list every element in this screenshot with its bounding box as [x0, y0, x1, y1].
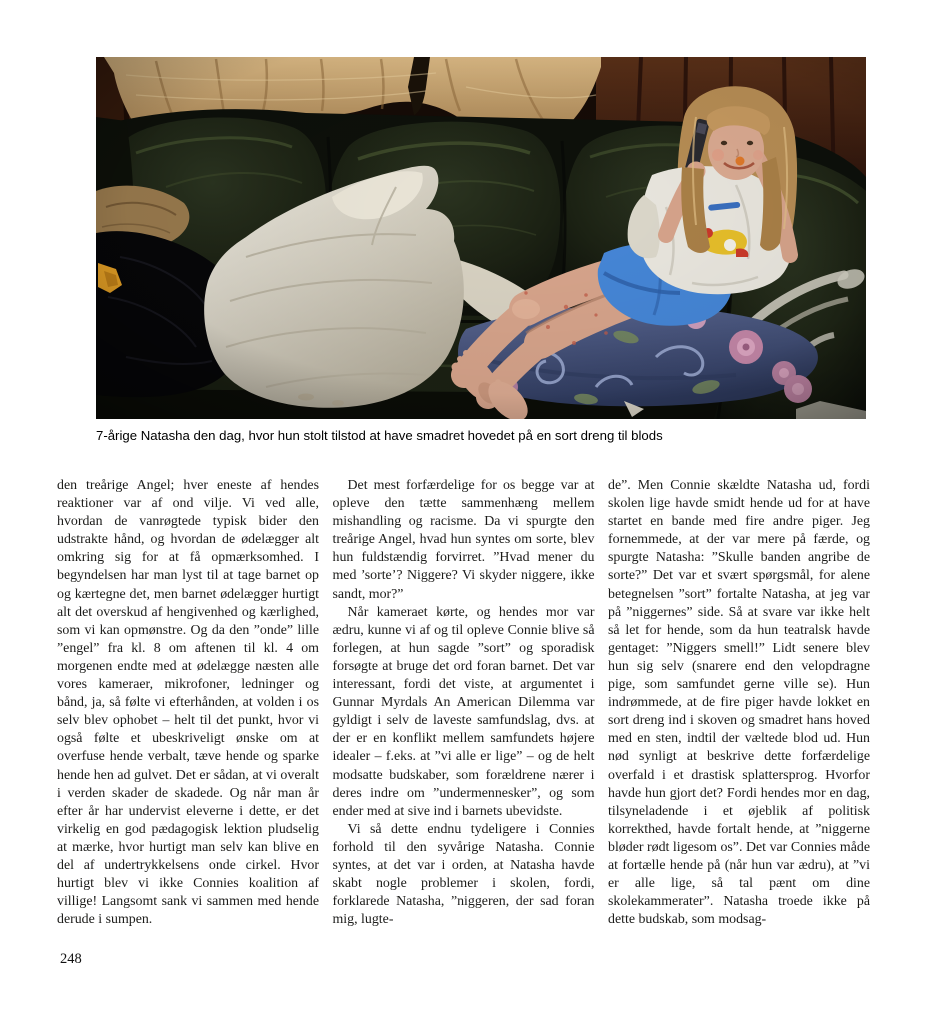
text-column-2 [333, 477, 595, 935]
body-paragraph: Vi så dette endnu tydeligere i Connies forhold til den syvårige Natasha. Connie syntes, at det var i orden, at Natasha havde skabt nogle problemer i skolen, fordi, forklarede Natasha, ”niggeren, der sad foran mig, lugte- [332, 821, 595, 928]
photo-caption: 7-årige Natasha den dag, hvor hun stolt tilstod at have smadret hovedet på en sort dreng til blods [96, 428, 663, 443]
body-paragraph: Når kameraet kørte, og hendes mor var ædru, kunne vi af og til opleve Connie blive så forlegen, at hun sagde ”sort” og sporadisk forsøgte at bruge det ord foran barnet. Det var interessant, fordi det viste, at argumentet i Gunnar Myrdals An American Dilemma var gyldigt i selv de laveste samfundslag, dvs. at der er en konflikt mellem samfundets højere idealer – f.eks. at ”vi alle er lige” – og de helt modsatte budskaber, som forældrene nærer i deres indre om ”undermennesker”, og som ender med at sive ind i barnets ubevidste. [332, 604, 595, 819]
text-column-3 [608, 477, 870, 935]
photo-illustration [96, 57, 866, 419]
vignette-overlay [96, 57, 866, 419]
body-text [57, 477, 870, 935]
text-column-1 [57, 477, 319, 935]
body-paragraph: de”. Men Connie skældte Natasha ud, fordi skolen lige havde smidt hende ud for at have startet en bande med fire andre piger. Jeg fornemmede, at der var mere på færde, og spurgte Natasha: ”Skulle banden angribe de sorte?” Det var et svært spørgsmål, for alene betegnelsen ”sort” fortalte Natasha, at jeg var på ”niggernes” side. Så at svare var ikke helt så let for hende, som da hun teatralsk havde gentaget: ”Niggers smell!” Lidt senere blev hun sig selv (snarere end den velopdragne pige, som samfundet gerne ville se). Hun indrømmede, at de fire piger havde lokket en sort dreng ind i skoven og smadret hans hoved med en sten, indtil der væltede blod ud. Hun nød synligt at beskrive dette forfærdelige overfald i et drastisk splattersprog. Hvorfor havde hun gjort det? Fordi hendes mor en dag, tilsyneladende i et øjeblik af politisk korrekthed, havde fortalt hende, at ”niggerne bløder rødt ligesom os”. Det var Connies måde at fortælle hende på (når hun var ædru), at ”vi er alle lige, så tal pænt om dine skolekammerater”. Natasha troede ikke på dette budskab, som modsag- [608, 478, 870, 928]
body-paragraph: Det mest forfærdelige for os begge var at opleve den tætte sammenhæng mellem mishandling og racisme. Da vi spurgte den treårige Angel, hvad hun syntes om sorte, blev hun fuldstændig forvirret. ”Hvad mener du med ’sorte’? Niggere? Vi skyder niggere, ikke sandt, mor?” [332, 478, 595, 602]
photo-figure [96, 57, 866, 419]
page-number: 248 [60, 951, 82, 967]
body-paragraph: den treårige Angel; hver eneste af hendes reaktioner var af ond vilje. Vi ved alle, hvordan de vanrøgtede typisk bider den udstrakte hånd, og hvordan de ødelægger alt omkring sig for at få opmærksomhed. I begyndelsen har man lyst til at tage barnet op og kærtegne det, men barnet ødelægger hurtigt alt det overskud af hengivenhed og kærlighed, som vi kan opmønstre. Og da den ”onde” lille ”engel” fra kl. 8 om aftenen til kl. 4 om morgenen endte med at ødelægge næsten alle vores kameraer, mikrofoner, ledninger og bånd, ja, så følte vi efterhånden, at volden i os selv blev ophobet – helt til det punkt, hvor vi også følte et ubeskriveligt ønske om at overfuse hende verbalt, tæve hende og sparke hende hen ad gulvet. Det er sådan, at vi overalt i verden skader de skadede. Og når man år efter år har undervist eleverne i dette, er det virkelig en god pædagogisk lektion pludselig at mærke, hvor hurtigt man selv kan blive en del af undertrykkelsens onde cirkel. Hvor hurtigt blev vi ikke Connies koalition af villige! Langsomt sank vi sammen med hende derude i sumpen. [57, 478, 319, 928]
